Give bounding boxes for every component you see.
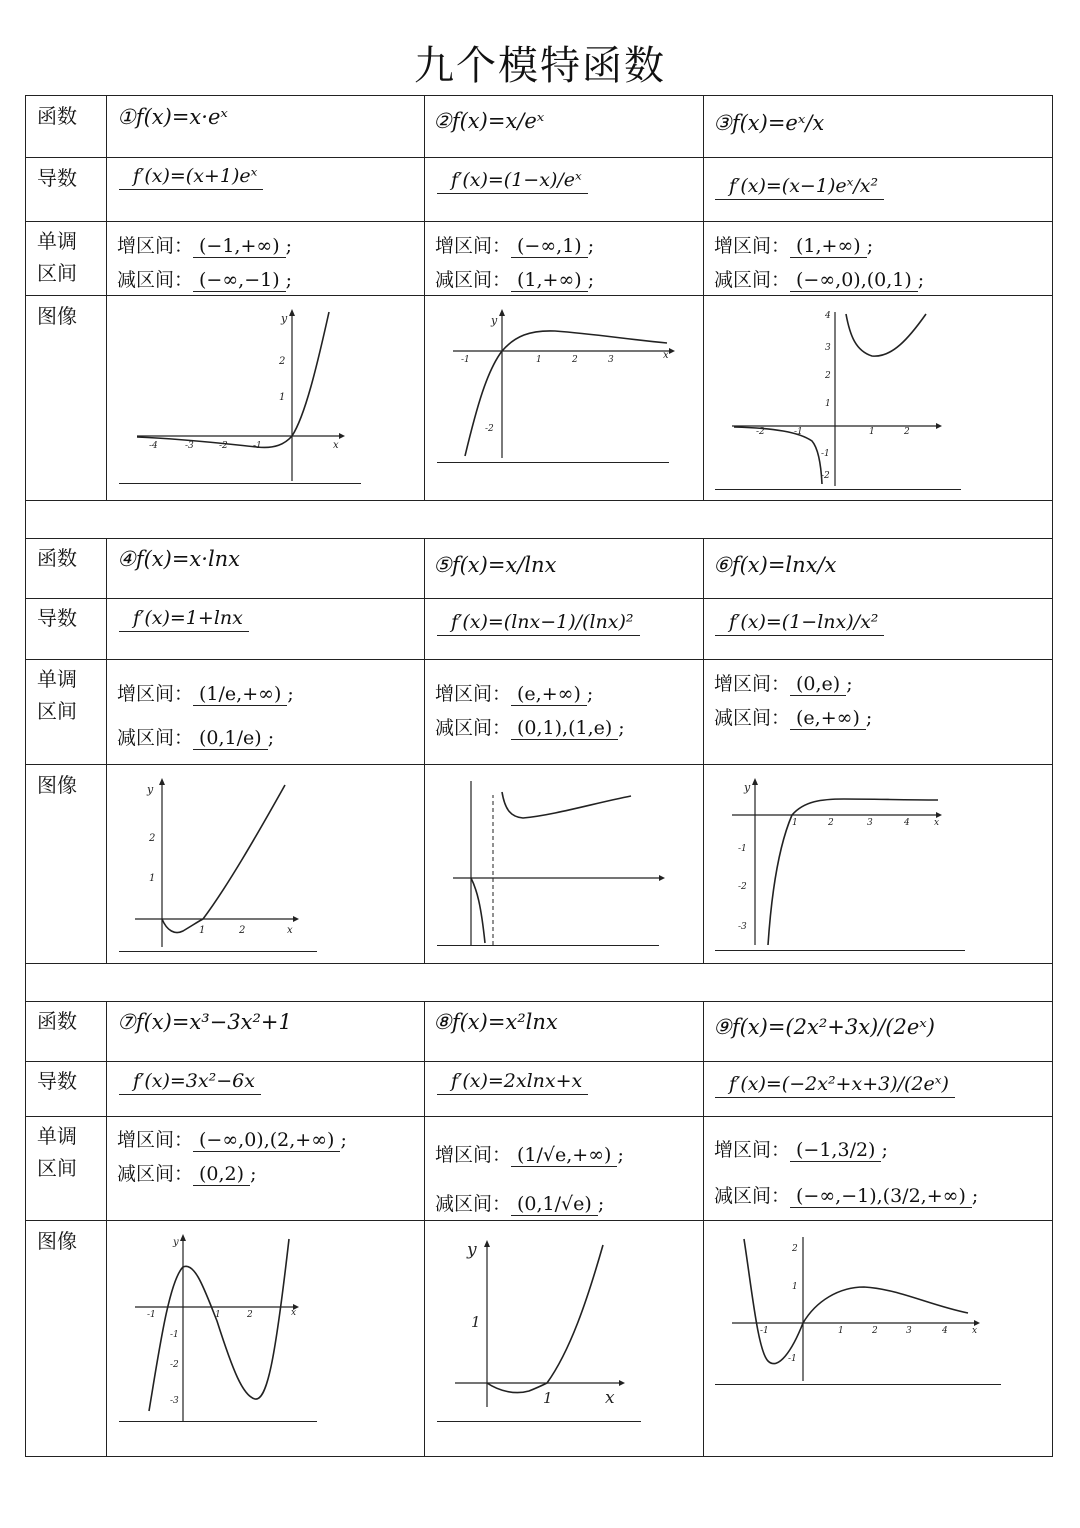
graph-7 [107, 1221, 423, 1455]
function-3: ③f(x)=eˣ/x [713, 111, 825, 135]
derivative-2: f′(x)=(1−x)/eˣ [437, 169, 588, 194]
label-derivative: 导数 [37, 606, 77, 630]
svg-text:x: x [972, 1326, 978, 1336]
increase-interval-8: 增区间： (1/√e,+∞) ; [435, 1144, 624, 1166]
graph-5 [425, 765, 703, 963]
label-monotonic-2: 区间 [37, 1156, 77, 1180]
svg-text:-3: -3 [170, 1396, 179, 1406]
derivative-5: f′(x)=(lnx−1)/(lnx)² [437, 611, 640, 636]
increase-interval-6: 增区间： (0,e) ; [714, 673, 853, 695]
function-1: ①f(x)=x·eˣ [117, 105, 228, 129]
graph-3 [704, 296, 1052, 500]
graph-2 [425, 296, 703, 500]
svg-text:x: x [934, 818, 940, 828]
derivative-1: f′(x)=(x+1)eˣ [119, 165, 263, 190]
svg-text:2: 2 [825, 371, 831, 381]
function-7: ⑦f(x)=x³−3x²+1 [117, 1010, 292, 1034]
svg-text:y: y [173, 1237, 179, 1248]
svg-text:-1: -1 [253, 441, 262, 451]
svg-text:-1: -1 [170, 1330, 179, 1340]
label-function: 函数 [37, 546, 77, 570]
function-8: ⑧f(x)=x²lnx [433, 1010, 558, 1034]
svg-text:x: x [605, 1388, 615, 1408]
svg-text:-3: -3 [738, 922, 747, 932]
svg-text:1: 1 [199, 925, 206, 936]
increase-interval-7: 增区间： (−∞,0),(2,+∞) ; [117, 1129, 347, 1151]
svg-text:-2: -2 [821, 471, 830, 481]
svg-text:1: 1 [471, 1313, 481, 1331]
derivative-6: f′(x)=(1−lnx)/x² [715, 611, 884, 636]
decrease-interval-7: 减区间： (0,2) ; [117, 1163, 257, 1185]
svg-text:-1: -1 [760, 1326, 769, 1336]
svg-text:1: 1 [543, 1389, 553, 1407]
svg-text:-1: -1 [738, 844, 747, 854]
label-graph: 图像 [37, 304, 77, 328]
svg-text:3: 3 [608, 355, 614, 365]
svg-text:-2: -2 [219, 441, 228, 451]
function-table [25, 95, 1053, 1457]
svg-text:3: 3 [825, 343, 831, 353]
increase-interval-5: 增区间： (e,+∞) ; [435, 683, 594, 705]
svg-text:1: 1 [215, 1310, 221, 1320]
function-4: ④f(x)=x·lnx [117, 547, 241, 571]
svg-text:2: 2 [149, 833, 156, 844]
label-monotonic-1: 单调 [37, 1124, 77, 1148]
derivative-3: f′(x)=(x−1)eˣ/x² [715, 175, 884, 200]
svg-text:-1: -1 [821, 449, 830, 459]
svg-text:1: 1 [869, 427, 875, 437]
svg-text:-2: -2 [756, 427, 765, 437]
label-derivative: 导数 [37, 1069, 77, 1093]
svg-text:x: x [287, 925, 293, 936]
page-title: 九个模特函数 [414, 43, 666, 89]
label-monotonic-2: 区间 [37, 261, 77, 285]
svg-text:y: y [281, 312, 288, 325]
svg-text:2: 2 [904, 427, 910, 437]
svg-text:3: 3 [867, 818, 873, 828]
decrease-interval-3: 减区间： (−∞,0),(0,1) ; [714, 269, 925, 291]
label-graph: 图像 [37, 773, 77, 797]
label-derivative: 导数 [37, 166, 77, 190]
function-2: ②f(x)=x/eˣ [433, 109, 545, 133]
svg-text:1: 1 [536, 355, 542, 365]
svg-text:1: 1 [792, 1282, 798, 1292]
increase-interval-1: 增区间： (−1,+∞) ; [117, 235, 293, 257]
derivative-8: f′(x)=2xlnx+x [437, 1070, 588, 1095]
decrease-interval-4: 减区间： (0,1/e) ; [117, 727, 275, 749]
increase-interval-4: 增区间： (1/e,+∞) ; [117, 683, 294, 705]
svg-text:4: 4 [825, 311, 831, 321]
graph-6 [704, 765, 1052, 963]
svg-text:2: 2 [239, 925, 246, 936]
label-function: 函数 [37, 104, 77, 128]
decrease-interval-6: 减区间： (e,+∞) ; [714, 707, 873, 729]
function-9: ⑨f(x)=(2x²+3x)/(2eˣ) [713, 1015, 935, 1039]
decrease-interval-8: 减区间： (0,1/√e) ; [435, 1193, 605, 1215]
svg-text:2: 2 [872, 1326, 878, 1336]
svg-text:-2: -2 [738, 882, 747, 892]
svg-text:-3: -3 [185, 441, 194, 451]
svg-text:-2: -2 [170, 1360, 179, 1370]
derivative-4: f′(x)=1+lnx [119, 607, 249, 632]
label-monotonic-1: 单调 [37, 667, 77, 691]
svg-text:1: 1 [838, 1326, 844, 1336]
function-6: ⑥f(x)=lnx/x [713, 553, 837, 577]
svg-text:2: 2 [792, 1244, 798, 1254]
svg-text:2: 2 [572, 355, 578, 365]
svg-text:y: y [744, 781, 751, 794]
svg-text:-2: -2 [485, 424, 494, 434]
svg-text:y: y [491, 314, 498, 327]
svg-text:2: 2 [279, 356, 286, 367]
function-5: ⑤f(x)=x/lnx [433, 553, 557, 577]
graph-9 [704, 1221, 1052, 1455]
decrease-interval-9: 减区间： (−∞,−1),(3/2,+∞) ; [714, 1185, 979, 1207]
label-monotonic-1: 单调 [37, 229, 77, 253]
svg-text:2: 2 [247, 1310, 253, 1320]
svg-text:x: x [333, 440, 339, 451]
derivative-7: f′(x)=3x²−6x [119, 1070, 261, 1095]
label-monotonic-2: 区间 [37, 699, 77, 723]
svg-text:2: 2 [828, 818, 834, 828]
graph-8 [425, 1221, 703, 1455]
label-function: 函数 [37, 1009, 77, 1033]
svg-text:x: x [663, 350, 669, 361]
svg-text:1: 1 [825, 399, 831, 409]
svg-text:4: 4 [942, 1326, 948, 1336]
svg-text:x: x [291, 1308, 297, 1318]
increase-interval-3: 增区间： (1,+∞) ; [714, 235, 874, 257]
svg-text:y: y [467, 1240, 477, 1260]
svg-text:1: 1 [792, 818, 798, 828]
increase-interval-9: 增区间： (−1,3/2) ; [714, 1139, 888, 1161]
svg-text:1: 1 [279, 392, 286, 403]
decrease-interval-5: 减区间： (0,1),(1,e) ; [435, 717, 625, 739]
decrease-interval-1: 减区间： (−∞,−1) ; [117, 269, 293, 291]
svg-text:3: 3 [906, 1326, 912, 1336]
svg-text:-1: -1 [794, 427, 803, 437]
svg-text:-1: -1 [147, 1310, 156, 1320]
svg-text:y: y [147, 783, 154, 796]
increase-interval-2: 增区间： (−∞,1) ; [435, 235, 595, 257]
svg-text:-4: -4 [149, 441, 158, 451]
label-graph: 图像 [37, 1229, 77, 1253]
graph-1 [107, 296, 423, 500]
decrease-interval-2: 减区间： (1,+∞) ; [435, 269, 595, 291]
svg-text:4: 4 [904, 818, 910, 828]
svg-text:-1: -1 [788, 1354, 797, 1364]
svg-text:-1: -1 [461, 355, 470, 365]
graph-4 [107, 765, 423, 963]
svg-text:1: 1 [149, 873, 156, 884]
derivative-9: f′(x)=(−2x²+x+3)/(2eˣ) [715, 1073, 955, 1098]
